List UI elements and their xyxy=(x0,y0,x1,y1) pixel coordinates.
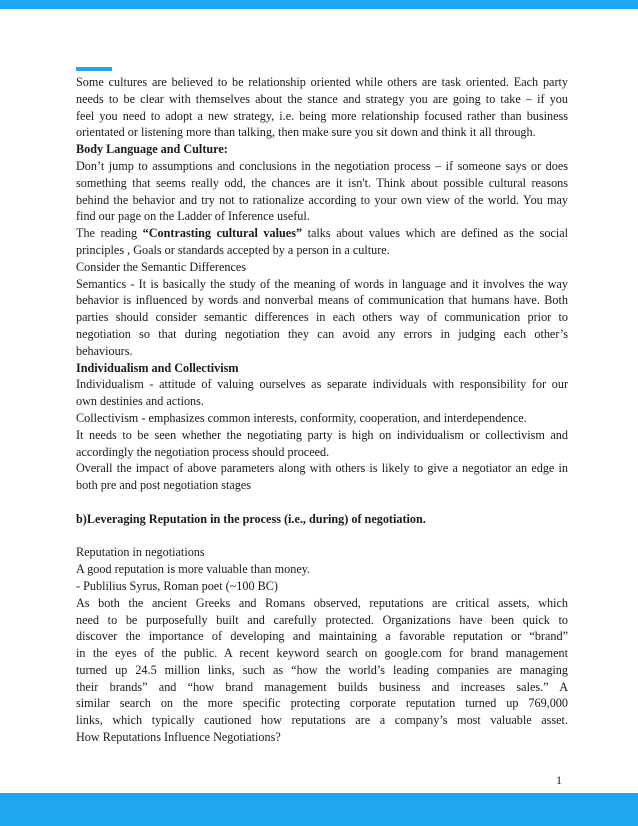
paragraph-line: - Publilius Syrus, Roman poet (~100 BC) xyxy=(76,578,278,593)
paragraph-line: need to be purposefully built and carefully protected. Organizations have been quick to xyxy=(76,612,568,627)
paragraph-line: principles , Goals or standards accepted by a person in a culture. xyxy=(76,242,390,257)
paragraph-line: behaviours. xyxy=(76,343,133,358)
spacer xyxy=(76,528,568,545)
paragraph-line: behavior is influenced by words and nonverbal means of communication that humans have. Both xyxy=(76,293,568,308)
document-body xyxy=(76,74,568,746)
section-heading-individualism: Individualism and Collectivism xyxy=(76,360,239,375)
paragraph-line: Individualism - attitude of valuing ourselves as separate individuals with responsibility for our xyxy=(76,377,568,392)
paragraph-line: A good reputation is more valuable than money. xyxy=(76,562,311,577)
page-number: 1 xyxy=(556,773,562,787)
paragraph-line: orientated or listening more than talking, then make sure you sit down and think it all through. xyxy=(76,125,536,140)
paragraph-line: both pre and post negotiation stages xyxy=(76,478,251,493)
paragraph-line: in the eyes of the public. A recent keyword search on google.com for brand management xyxy=(76,646,568,661)
paragraph-line xyxy=(76,225,568,242)
paragraph-line: As both the ancient Greeks and Romans observed, reputations are critical assets, which xyxy=(76,595,568,610)
paragraph-line: parties should consider semantic differences in each others way of communication prior to xyxy=(76,310,568,325)
paragraph-line: Don’t jump to assumptions and conclusions in the negotiation process – if someone says or does xyxy=(76,158,568,173)
paragraph-line: Consider the Semantic Differences xyxy=(76,259,247,274)
paragraph-line: find our page on the Ladder of Inference useful. xyxy=(76,209,310,224)
paragraph-line: accordingly the negotiation process should proceed. xyxy=(76,444,330,459)
paragraph-line: Overall the impact of above parameters along with others is likely to give a negotiator an edge in xyxy=(76,461,568,476)
paragraph-line: Semantics - It is basically the study of the meaning of words in language and it involves the way xyxy=(76,276,568,291)
section-heading-leveraging-reputation: b)Leveraging Reputation in the process (i.e., during) of negotiation. xyxy=(76,511,426,526)
text-span: The reading xyxy=(76,226,143,241)
paragraph-line: discover the importance of developing and maintaining a favorable reputation or “brand” xyxy=(76,629,568,644)
text-span: talks about values which are defined as the social xyxy=(302,226,568,241)
paragraph-line: feel you need to adopt a new strategy, i.e. being more relationship focused rather than business xyxy=(76,108,568,123)
paragraph-line: their brands” and “how brand management builds business and increases sales.” A xyxy=(76,679,568,694)
paragraph-line: behind the behavior and try not to rationalize according to your own view of the world. You may xyxy=(76,192,568,207)
paragraph-line: needs to be clear with themselves about the stance and strategy you are going to take – if you xyxy=(76,91,568,106)
paragraph-line: Reputation in negotiations xyxy=(76,545,205,560)
paragraph-line: turned up 24.5 million links, such as “how the world’s leading companies are managing xyxy=(76,662,568,677)
paragraph-line: It needs to be seen whether the negotiating party is high on individualism or collectivism and xyxy=(76,427,568,442)
paragraph-line: Some cultures are believed to be relationship oriented while others are task oriented. Each party xyxy=(76,75,568,89)
paragraph-line: links, which typically cautioned how reputations are a company’s most valuable asset. xyxy=(76,713,568,728)
bottom-accent-bar xyxy=(0,793,638,826)
reading-title: “Contrasting cultural values” xyxy=(142,226,303,241)
paragraph-line: something that seems really odd, the chances are it isn't. Think about possible cultural reasons xyxy=(76,175,568,190)
paragraph-line: similar search on the more specific protecting corporate reputation turned up 769,000 xyxy=(76,696,568,711)
paragraph-line: How Reputations Influence Negotiations? xyxy=(76,730,281,745)
section-heading-body-language: Body Language and Culture: xyxy=(76,142,228,157)
top-accent-bar xyxy=(0,0,638,9)
paragraph-line: own destinies and actions. xyxy=(76,394,204,409)
paragraph-line: Collectivism - emphasizes common interests, conformity, cooperation, and interdependence. xyxy=(76,410,527,425)
accent-dash xyxy=(76,67,112,71)
spacer xyxy=(76,494,568,511)
paragraph-line: negotiation so that during negotiation they can avoid any errors in judging each other’s xyxy=(76,326,568,341)
